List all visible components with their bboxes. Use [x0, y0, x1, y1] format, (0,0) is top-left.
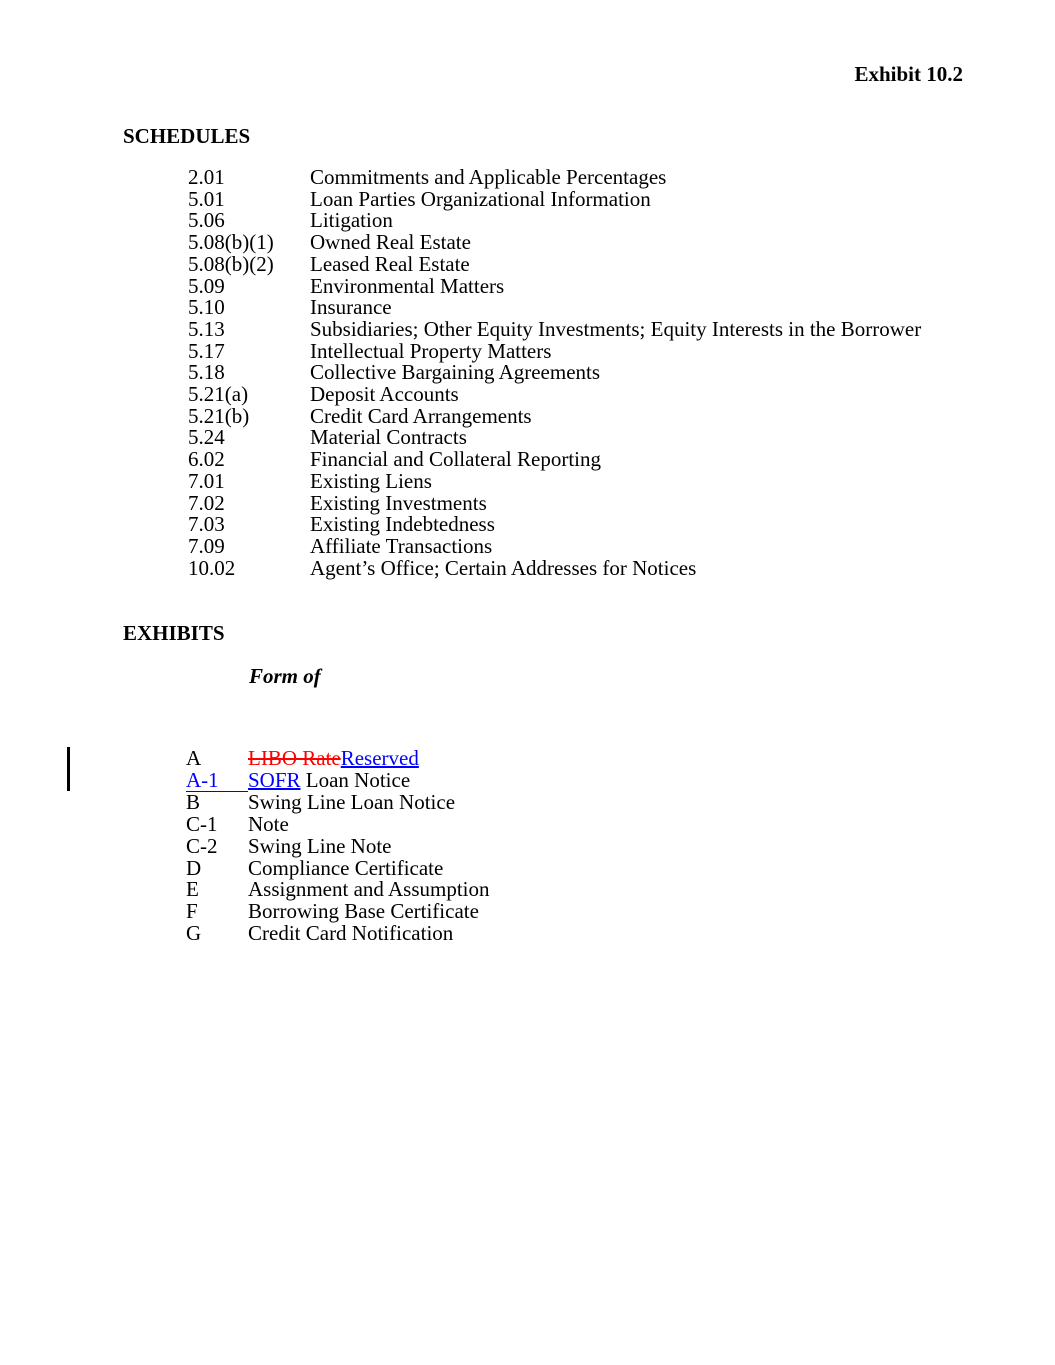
schedule-row	[188, 186, 921, 211]
exhibit-number-label: Exhibit 10.2	[854, 62, 963, 86]
schedule-row	[188, 427, 921, 449]
schedule-title: Commitments and Applicable Percentages	[310, 165, 667, 189]
schedule-row	[188, 167, 921, 189]
schedule-number: 7.02	[188, 490, 225, 515]
schedule-row	[188, 468, 921, 493]
schedule-number: 5.10	[188, 295, 225, 320]
schedule-number: 7.09	[188, 533, 225, 558]
schedule-row	[188, 533, 921, 558]
exhibit-row	[186, 814, 490, 836]
schedule-row	[188, 384, 921, 406]
exhibit-row	[186, 879, 490, 901]
schedule-number: 5.24	[188, 425, 225, 450]
schedule-title: Deposit Accounts	[310, 382, 459, 407]
exhibit-letter: E	[186, 877, 199, 902]
schedule-number: 7.03	[188, 512, 225, 537]
schedule-number: 5.13	[188, 316, 225, 341]
schedule-title: Insurance	[310, 295, 392, 320]
exhibit-title: Swing Line Note	[248, 833, 392, 858]
schedule-title: Agent’s Office; Certain Addresses for Notices	[310, 555, 697, 580]
schedule-row	[188, 251, 921, 276]
exhibit-letter: B	[186, 790, 201, 815]
schedule-number: 7.01	[188, 468, 225, 493]
schedule-row	[188, 316, 922, 341]
exhibit-title: Credit Card Notification	[248, 920, 454, 945]
schedule-title: Existing Investments	[310, 490, 487, 515]
schedule-number: 5.09	[188, 273, 225, 298]
form-of-label: Form of	[249, 664, 321, 688]
schedule-row	[188, 490, 921, 515]
exhibit-title: Swing Line Loan Notice	[248, 790, 456, 815]
deleted-text: LIBO Rate	[248, 746, 341, 770]
schedule-title: Existing Indebtedness	[310, 512, 495, 537]
inserted-text: SOFR	[248, 767, 301, 792]
exhibit-title: Borrowing Base Certificate	[248, 898, 479, 923]
schedule-row	[188, 403, 921, 428]
schedules-heading: SCHEDULES	[123, 124, 251, 148]
schedule-title: Collective Bargaining Agreements	[310, 360, 601, 385]
inserted-text: Reserved	[340, 746, 419, 770]
schedule-number: 5.01	[188, 186, 225, 211]
schedule-title: Subsidiaries; Other Equity Investments; Equity Interests in the Borrower	[310, 316, 922, 341]
exhibit-title: Assignment and Assumption	[248, 877, 490, 902]
schedule-title: Existing Liens	[310, 468, 432, 493]
exhibit-title: Note	[248, 812, 289, 837]
exhibit-row	[186, 920, 490, 945]
schedule-title: Affiliate Transactions	[310, 533, 493, 558]
schedule-title: Material Contracts	[310, 425, 467, 450]
schedule-number: 5.21(b)	[188, 403, 250, 428]
exhibit-letter: D	[186, 855, 202, 880]
exhibit-letter: F	[186, 898, 198, 923]
schedule-title: Environmental Matters	[310, 273, 505, 298]
schedule-number: 5.08(b)(2)	[188, 251, 274, 276]
exhibit-row	[186, 833, 490, 858]
schedule-number: 5.17	[188, 338, 225, 363]
schedule-row	[188, 449, 921, 471]
revision-change-bar	[67, 747, 70, 791]
exhibit-letter: A-1	[186, 770, 248, 793]
schedule-title: Litigation	[310, 208, 393, 233]
schedule-row	[188, 362, 921, 384]
exhibit-row	[186, 855, 490, 880]
exhibit-letter: A	[186, 746, 202, 770]
exhibit-row	[186, 898, 490, 923]
exhibit-row	[186, 748, 490, 770]
exhibit-letter: C-2	[186, 833, 218, 858]
schedule-row	[188, 555, 921, 580]
schedule-row	[188, 514, 921, 536]
schedule-title: Intellectual Property Matters	[310, 338, 552, 363]
schedule-title: Financial and Collateral Reporting	[310, 447, 602, 472]
schedule-number: 5.06	[188, 208, 225, 233]
schedule-row	[188, 210, 921, 232]
schedule-number: 5.21(a)	[188, 382, 249, 407]
exhibits-list	[186, 748, 490, 944]
schedule-number: 10.02	[188, 555, 236, 580]
exhibit-title: Loan Notice	[300, 767, 411, 792]
exhibit-row	[186, 792, 490, 814]
schedule-row	[188, 338, 921, 363]
schedule-title: Leased Real Estate	[310, 251, 470, 276]
schedule-number: 5.18	[188, 360, 225, 385]
schedule-title: Owned Real Estate	[310, 230, 471, 255]
schedule-number: 6.02	[188, 447, 225, 472]
exhibit-title: Compliance Certificate	[248, 855, 444, 880]
schedule-row	[188, 232, 921, 254]
exhibit-row	[186, 767, 490, 793]
exhibit-letter: G	[186, 920, 202, 945]
schedule-number: 2.01	[188, 165, 225, 189]
exhibits-heading: EXHIBITS	[123, 621, 225, 645]
schedule-row	[188, 297, 921, 319]
exhibit-letter: C-1	[186, 812, 218, 837]
schedules-list	[188, 167, 921, 579]
schedule-number: 5.08(b)(1)	[188, 230, 274, 255]
schedule-title: Credit Card Arrangements	[310, 403, 532, 428]
schedule-row	[188, 273, 921, 298]
schedule-title: Loan Parties Organizational Information	[310, 186, 651, 211]
